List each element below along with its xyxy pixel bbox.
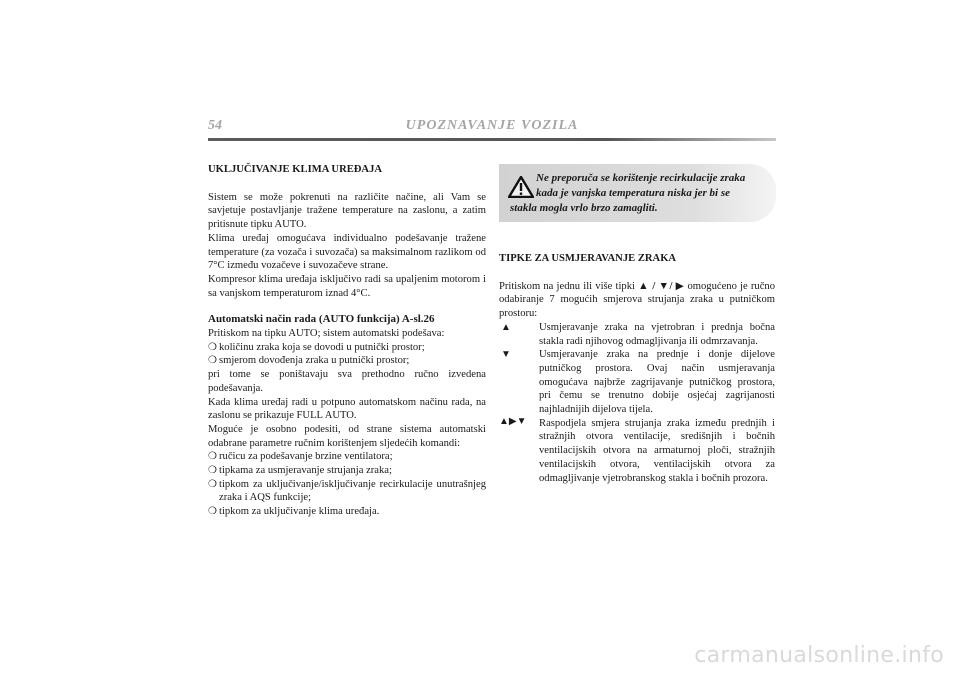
list-item: ❍ ručicu za podešavanje brzine ventilatora; xyxy=(208,451,393,463)
paragraph: pri tome se poništavaju sva prethodno ručno izvedena podešavanja. xyxy=(208,369,486,394)
direction-item-feet: ▼ Usmjeravanje zraka na prednje i donje dijelove putničkog prostora. Ovaj način usmjeravanja omogućava najbrže zagrijavanje putničkog prostora, pri čemu se trenutno dobije osjećaj zagrijanosti najhladnijih dijelova tijela. xyxy=(501,349,775,416)
bullet-icon: ❍ xyxy=(208,465,217,477)
bullet-icon: ❍ xyxy=(208,478,217,490)
paragraph: Klima uređaj omogućava individualno podešavanje tražene temperature (za vozača i suvozača) sa maksimalnom razlikom od 7°C između vozačeve i suvozačeve strane. xyxy=(208,232,486,272)
running-title: UPOZNAVANJE VOZILA xyxy=(405,118,579,133)
paragraph: Kompresor klima uređaja isključivo radi sa upaljenim motorom i sa vanjskom temperaturom iznad 4°C. xyxy=(208,273,486,299)
paragraph: Moguće je osobno podesiti, od strane sistema automatski odabrane parametre ručnim korištenjem sljedećih komandi: xyxy=(208,423,486,449)
page-header xyxy=(208,118,776,140)
list-item: ❍ tipkom za uključivanje/isključivanje recirkulacije unutrašnjeg zraka i AQS funkcije; xyxy=(208,478,486,504)
paragraph: Sistem se može pokrenuti na različite načine, ali Vam se savjetuje postavljanje tražene temperature na zaslonu, a zatim pritisnute tipku AUTO. xyxy=(208,191,486,231)
section-heading-auto: Automatski način rada (AUTO funkcija) A-sl.26 xyxy=(208,313,435,326)
auto-bullet-list xyxy=(208,341,486,368)
arrow-combo-icon: ▲▶▼ xyxy=(499,415,527,427)
section-heading-ac-on: UKLJUČIVANJE KLIMA UREĐAJA xyxy=(208,164,383,175)
warning-line-1: Ne preporuča se korištenje recirkulacije zraka xyxy=(536,172,746,184)
bullet-icon: ❍ xyxy=(208,451,217,463)
paragraph: Pritiskom na tipku AUTO; sistem automatski podešava: xyxy=(208,328,445,340)
arrow-up-icon: ▲ xyxy=(501,321,511,333)
left-column xyxy=(208,163,486,519)
arrow-down-icon: ▼ xyxy=(501,349,511,361)
list-item: ❍ tipkom za uključivanje klima uređaja. xyxy=(208,506,380,518)
page-number: 54 xyxy=(208,118,222,133)
list-item: ❍ količinu zraka koja se dovodi u putnički prostor; xyxy=(208,341,425,353)
direction-arrows: ▲ / ▼/ ▶ xyxy=(638,280,685,292)
manual-bullet-list xyxy=(208,450,486,519)
list-item: ❍ tipkama za usmjeravanje strujanja zraka; xyxy=(208,465,392,477)
watermark: carmanualsonline.info xyxy=(694,643,944,668)
list-item: ❍ smjerom dovođenja zraka u putnički prostor; xyxy=(208,355,410,367)
warning-line-3: stakla mogla vrlo brzo zamagliti. xyxy=(510,202,658,214)
right-column xyxy=(499,252,775,485)
bullet-icon: ❍ xyxy=(208,506,217,518)
header-rule xyxy=(208,138,776,141)
paragraph: Pritiskom na jednu ili više tipki ▲ / ▼/ ▶ omogućeno je ručno odabiranje 7 mogućih smjerova strujanja zraka u putničkom prostoru: xyxy=(499,280,775,320)
warning-text xyxy=(510,171,768,216)
warning-line-2: kada je vanjska temperatura niska jer bi se xyxy=(536,187,731,199)
direction-item-distributed: ▲▶▼ Raspodjela smjera strujanja zraka između prednjih i stražnjih otvora ventilacije, središnjih i bočnih ventilacijskih otvora na armaturnoj ploči, stražnjih ventilacijskih otvora, ventilacijskih otvora za odmagljivanje vjetrobranskog stakla i bočnih prozora. xyxy=(499,415,775,484)
section-heading-air-direction: TIPKE ZA USMJERAVANJE ZRAKA xyxy=(499,253,677,264)
paragraph: Kada klima uređaj radi u potpuno automatskom načinu rada, na zaslonu se prikazuje FULL AUTO. xyxy=(208,396,486,422)
direction-item-windshield: ▲ Usmjeravanje zraka na vjetrobran i prednja bočna stakla radi njihovog odmagljivanja ili odmrzavanja. xyxy=(501,321,775,347)
bullet-icon: ❍ xyxy=(208,355,217,367)
bullet-icon: ❍ xyxy=(208,341,217,353)
